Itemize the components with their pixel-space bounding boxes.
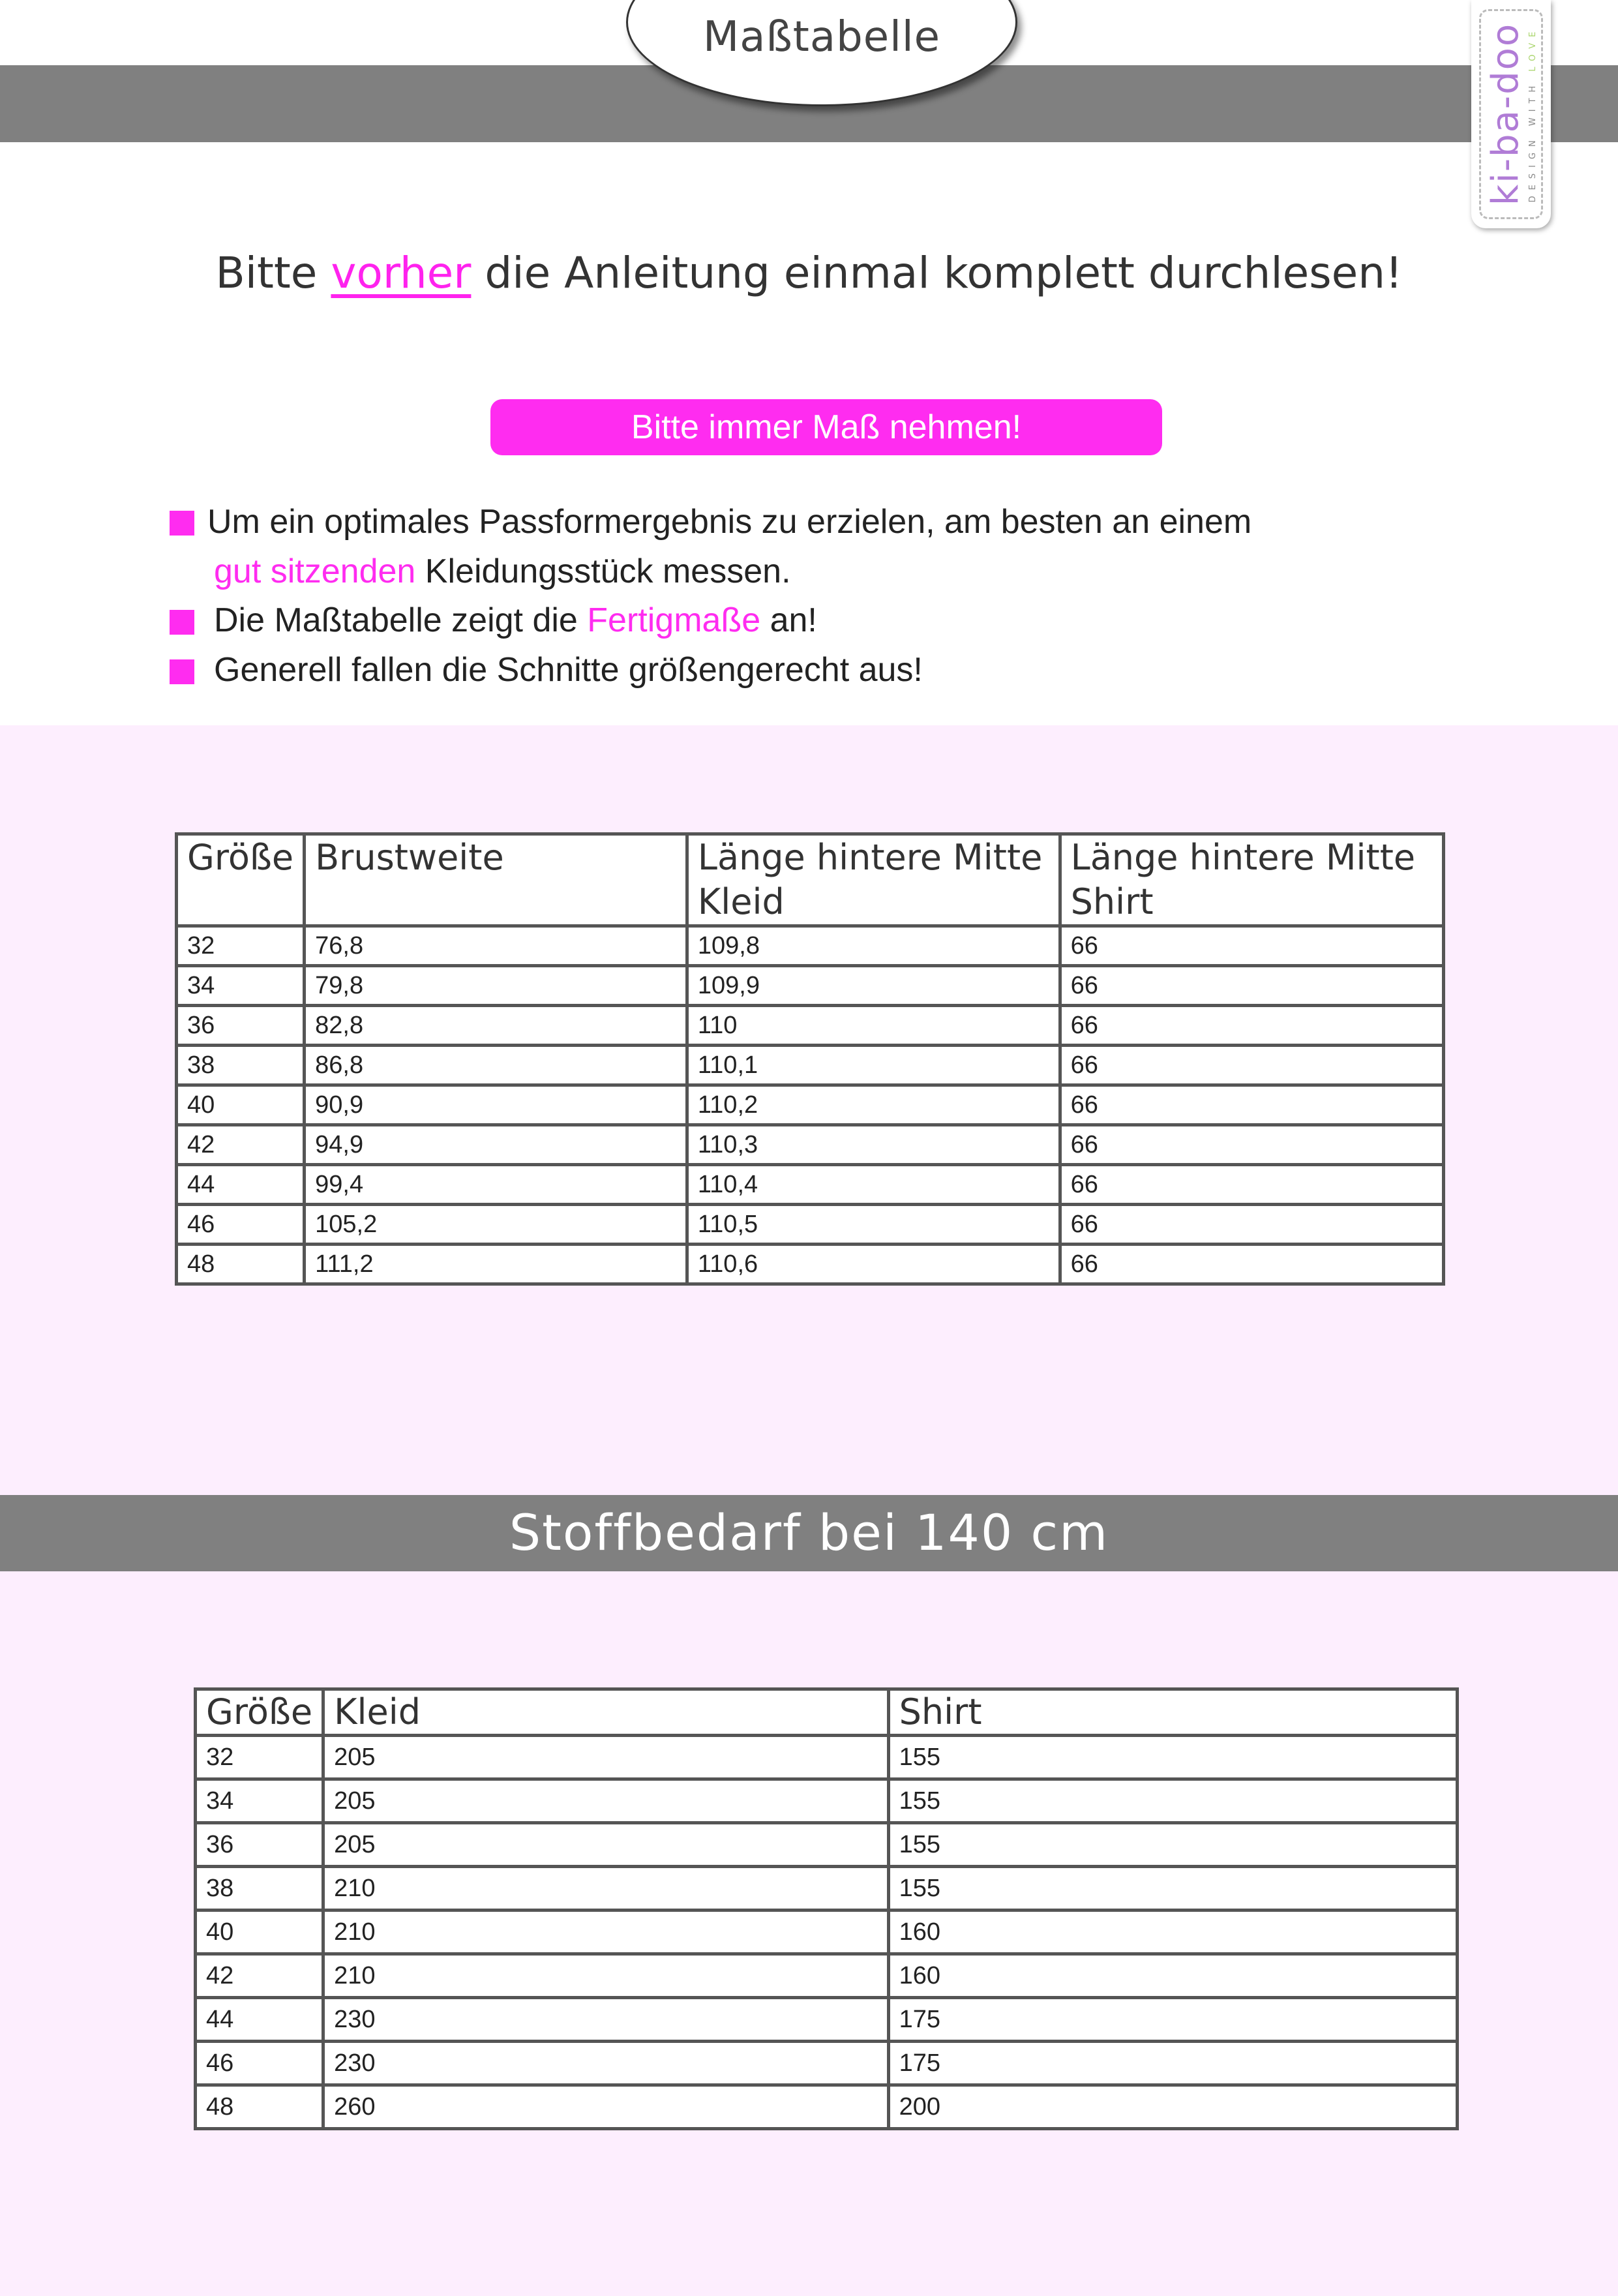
cell: 38 bbox=[196, 1867, 323, 1911]
cell: 66 bbox=[1060, 1046, 1443, 1085]
intro-notice: Bitte vorher die Anleitung einmal komplett durchlesen! bbox=[215, 248, 1403, 298]
table-row bbox=[196, 1779, 1458, 1823]
cell: 66 bbox=[1060, 1006, 1443, 1046]
cell: 230 bbox=[323, 1998, 889, 2042]
table-header-row bbox=[196, 1689, 1458, 1736]
cell: 44 bbox=[177, 1165, 305, 1205]
cell: 34 bbox=[196, 1779, 323, 1823]
header-back-length-shirt: Länge hintere Mitte Shirt bbox=[1060, 834, 1443, 926]
table-row bbox=[177, 1046, 1444, 1085]
cell: 86,8 bbox=[305, 1046, 687, 1085]
cell: 38 bbox=[177, 1046, 305, 1085]
cell: 110,6 bbox=[687, 1245, 1060, 1284]
header-shirt: Shirt bbox=[888, 1689, 1457, 1736]
cell: 160 bbox=[888, 1954, 1457, 1998]
cell: 36 bbox=[177, 1006, 305, 1046]
cell: 205 bbox=[323, 1779, 889, 1823]
cell: 155 bbox=[888, 1779, 1457, 1823]
cell: 66 bbox=[1060, 1125, 1443, 1165]
cell: 32 bbox=[177, 926, 305, 966]
table-row bbox=[196, 1911, 1458, 1954]
cell: 42 bbox=[177, 1125, 305, 1165]
fabric-table bbox=[194, 1687, 1459, 2130]
cell: 111,2 bbox=[305, 1245, 687, 1284]
table-row bbox=[196, 1736, 1458, 1779]
header-size: Größe bbox=[177, 834, 305, 926]
cell: 66 bbox=[1060, 1085, 1443, 1125]
cell: 110,4 bbox=[687, 1165, 1060, 1205]
cell: 210 bbox=[323, 1911, 889, 1954]
logo bbox=[1484, 23, 1538, 205]
cell: 66 bbox=[1060, 1165, 1443, 1205]
cell: 40 bbox=[196, 1911, 323, 1954]
cell: 230 bbox=[323, 2042, 889, 2085]
table-row bbox=[196, 1954, 1458, 1998]
table-header-row bbox=[177, 834, 1444, 926]
cell: 46 bbox=[196, 2042, 323, 2085]
table-row bbox=[177, 966, 1444, 1006]
cell: 34 bbox=[177, 966, 305, 1006]
bullet-text-1: Um ein optimales Passformergebnis zu erzielen, am besten an einem bbox=[207, 503, 1252, 541]
table-row bbox=[196, 2042, 1458, 2085]
header-size: Größe bbox=[196, 1689, 323, 1736]
table-row bbox=[177, 1125, 1444, 1165]
table-row bbox=[196, 1998, 1458, 2042]
cell: 36 bbox=[196, 1823, 323, 1867]
cell: 175 bbox=[888, 2042, 1457, 2085]
cell: 32 bbox=[196, 1736, 323, 1779]
cell: 66 bbox=[1060, 926, 1443, 966]
cell: 66 bbox=[1060, 966, 1443, 1006]
table-row bbox=[177, 1006, 1444, 1046]
table-row bbox=[196, 1823, 1458, 1867]
cell: 210 bbox=[323, 1867, 889, 1911]
cell: 99,4 bbox=[305, 1165, 687, 1205]
table-row bbox=[196, 1867, 1458, 1911]
cell: 48 bbox=[177, 1245, 305, 1284]
cell: 109,9 bbox=[687, 966, 1060, 1006]
cell: 79,8 bbox=[305, 966, 687, 1006]
table-row bbox=[177, 1085, 1444, 1125]
cell: 42 bbox=[196, 1954, 323, 1998]
measure-reminder-banner: Bitte immer Maß nehmen! bbox=[490, 399, 1162, 455]
fabric-section-title: Stoffbedarf bei 140 cm bbox=[509, 1503, 1109, 1562]
bullet-square-icon bbox=[170, 511, 194, 536]
cell: 260 bbox=[323, 2085, 889, 2129]
logo-tagline: DESIGN WITH LOVE bbox=[1528, 25, 1538, 203]
cell: 110 bbox=[687, 1006, 1060, 1046]
page-title: Maßtabelle bbox=[703, 13, 940, 61]
cell: 90,9 bbox=[305, 1085, 687, 1125]
cell: 105,2 bbox=[305, 1205, 687, 1245]
cell: 94,9 bbox=[305, 1125, 687, 1165]
cell: 110,1 bbox=[687, 1046, 1060, 1085]
logo-name: ki-ba-doo bbox=[1484, 22, 1527, 206]
cell: 160 bbox=[888, 1911, 1457, 1954]
cell: 155 bbox=[888, 1736, 1457, 1779]
cell: 205 bbox=[323, 1736, 889, 1779]
bullet-square-icon bbox=[170, 610, 194, 635]
bullet-text-2: Die Maßtabelle zeigt die Fertigmaße an! bbox=[214, 601, 817, 639]
cell: 110,5 bbox=[687, 1205, 1060, 1245]
cell: 110,2 bbox=[687, 1085, 1060, 1125]
logo-tag bbox=[1471, 0, 1551, 228]
header-back-length-dress: Länge hintere Mitte Kleid bbox=[687, 834, 1060, 926]
table-row bbox=[177, 926, 1444, 966]
cell: 40 bbox=[177, 1085, 305, 1125]
header-dress: Kleid bbox=[323, 1689, 889, 1736]
cell: 66 bbox=[1060, 1205, 1443, 1245]
cell: 82,8 bbox=[305, 1006, 687, 1046]
cell: 44 bbox=[196, 1998, 323, 2042]
bullet-square-icon bbox=[170, 659, 194, 684]
cell: 175 bbox=[888, 1998, 1457, 2042]
cell: 205 bbox=[323, 1823, 889, 1867]
cell: 200 bbox=[888, 2085, 1457, 2129]
cell: 109,8 bbox=[687, 926, 1060, 966]
table-row bbox=[177, 1165, 1444, 1205]
size-table bbox=[175, 832, 1445, 1286]
cell: 76,8 bbox=[305, 926, 687, 966]
bullet-text-3: Generell fallen die Schnitte größengerecht aus! bbox=[214, 651, 923, 689]
bullet-text-1-cont: gut sitzenden Kleidungsstück messen. bbox=[214, 552, 791, 590]
cell: 48 bbox=[196, 2085, 323, 2129]
table-row bbox=[196, 2085, 1458, 2129]
cell: 155 bbox=[888, 1823, 1457, 1867]
cell: 110,3 bbox=[687, 1125, 1060, 1165]
cell: 155 bbox=[888, 1867, 1457, 1911]
header-chest: Brustweite bbox=[305, 834, 687, 926]
table-row bbox=[177, 1245, 1444, 1284]
intro-highlight: vorher bbox=[331, 248, 472, 298]
cell: 210 bbox=[323, 1954, 889, 1998]
cell: 46 bbox=[177, 1205, 305, 1245]
cell: 66 bbox=[1060, 1245, 1443, 1284]
table-row bbox=[177, 1205, 1444, 1245]
